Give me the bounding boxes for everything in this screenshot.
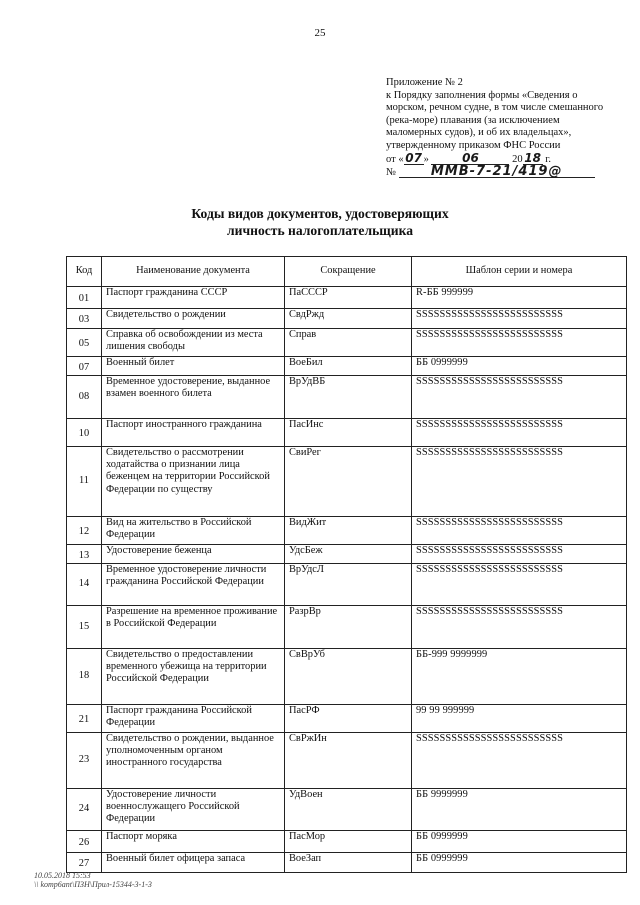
cell-template: SSSSSSSSSSSSSSSSSSSSSSSSS	[412, 517, 627, 545]
header-abbr: Сокращение	[285, 257, 412, 287]
table-row	[67, 447, 627, 517]
cell-code: 26	[67, 831, 102, 853]
cell-code: 07	[67, 357, 102, 376]
appendix-line: (река-море) плавания (за исключением	[386, 114, 560, 126]
cell-abbr: СвРжИн	[285, 733, 412, 789]
table-row	[67, 357, 627, 376]
date-prefix: от «	[386, 153, 404, 165]
document-codes-table	[66, 256, 627, 873]
appendix-block	[386, 77, 626, 180]
cell-name: Вид на жительство в Российской Федерации	[102, 517, 285, 545]
appendix-line: утвержденному приказом ФНС России	[386, 139, 561, 151]
order-number	[386, 166, 626, 180]
cell-abbr: УдВоен	[285, 789, 412, 831]
cell-template: SSSSSSSSSSSSSSSSSSSSSSSSS	[412, 376, 627, 419]
cell-name: Свидетельство о рассмотрении ходатайства о признании лица беженцем на территории Российской Федерации по существу	[102, 447, 285, 517]
cell-code: 12	[67, 517, 102, 545]
table-row	[67, 649, 627, 705]
cell-abbr: ВидЖит	[285, 517, 412, 545]
cell-template: SSSSSSSSSSSSSSSSSSSSSSSSS	[412, 419, 627, 447]
cell-name: Временное удостоверение, выданное взамен военного билета	[102, 376, 285, 419]
date-mid: »	[423, 153, 429, 165]
cell-abbr: СвдРжд	[285, 309, 412, 329]
cell-template: 99 99 999999	[412, 705, 627, 733]
cell-template: ББ 0999999	[412, 831, 627, 853]
document-title	[0, 205, 640, 239]
date-year: 18	[524, 150, 541, 165]
cell-template: SSSSSSSSSSSSSSSSSSSSSSSSS	[412, 564, 627, 606]
cell-code: 03	[67, 309, 102, 329]
cell-name: Удостоверение личности военнослужащего Российской Федерации	[102, 789, 285, 831]
date-month: 06	[431, 153, 509, 165]
cell-abbr: СвиРег	[285, 447, 412, 517]
cell-name: Паспорт гражданина Российской Федерации	[102, 705, 285, 733]
table-row	[67, 564, 627, 606]
file-footer	[34, 871, 152, 889]
appendix-line: маломерных судов), и об их владельцах»,	[386, 127, 572, 139]
cell-code: 13	[67, 545, 102, 564]
table-row	[67, 329, 627, 357]
cell-name: Свидетельство о рождении	[102, 309, 285, 329]
footer-path: \\ komp6ant\ПЗН\Прил-15344-3-1-3	[34, 880, 152, 889]
table-row	[67, 831, 627, 853]
cell-code: 14	[67, 564, 102, 606]
date-year-prefix: 20	[512, 153, 523, 165]
table-row	[67, 606, 627, 649]
cell-abbr: ВоеБил	[285, 357, 412, 376]
cell-template: SSSSSSSSSSSSSSSSSSSSSSSSS	[412, 329, 627, 357]
cell-code: 15	[67, 606, 102, 649]
cell-name: Удостоверение беженца	[102, 545, 285, 564]
appendix-line: к Порядку заполнения формы «Сведения о	[386, 89, 578, 101]
title-line: Коды видов документов, удостоверяющих	[191, 206, 449, 221]
cell-name: Разрешение на временное проживание в Российской Федерации	[102, 606, 285, 649]
cell-code: 27	[67, 853, 102, 873]
header-template: Шаблон серии и номера	[412, 257, 627, 287]
page-number: 25	[314, 27, 326, 39]
header-name: Наименование документа	[102, 257, 285, 287]
table-row	[67, 309, 627, 329]
cell-name: Паспорт иностранного гражданина	[102, 419, 285, 447]
cell-template: ББ 0999999	[412, 357, 627, 376]
cell-name: Военный билет	[102, 357, 285, 376]
cell-template: ББ-999 9999999	[412, 649, 627, 705]
cell-name: Справка об освобождении из места лишения свободы	[102, 329, 285, 357]
cell-abbr: ВрУдВБ	[285, 376, 412, 419]
table-row	[67, 733, 627, 789]
appendix-line: Приложение № 2	[386, 77, 463, 88]
date-day: 07	[405, 150, 422, 165]
cell-abbr: ПаСССР	[285, 287, 412, 309]
cell-template: ББ 9999999	[412, 789, 627, 831]
cell-code: 10	[67, 419, 102, 447]
table-row	[67, 376, 627, 419]
table-row	[67, 517, 627, 545]
cell-abbr: РазрВр	[285, 606, 412, 649]
cell-abbr: ПасМор	[285, 831, 412, 853]
cell-name: Свидетельство о рождении, выданное уполномоченным органом иностранного государства	[102, 733, 285, 789]
cell-abbr: СвВрУб	[285, 649, 412, 705]
table-header-row	[67, 257, 627, 287]
cell-code: 18	[67, 649, 102, 705]
cell-template: SSSSSSSSSSSSSSSSSSSSSSSSS	[412, 733, 627, 789]
cell-abbr: Справ	[285, 329, 412, 357]
date-suffix: г.	[545, 153, 551, 165]
table-row	[67, 287, 627, 309]
cell-code: 21	[67, 705, 102, 733]
cell-name: Паспорт моряка	[102, 831, 285, 853]
table-row	[67, 705, 627, 733]
appendix-line: морском, речном судне, в том числе смешанного	[386, 102, 604, 114]
header-code: Код	[67, 257, 102, 287]
cell-abbr: ПасИнс	[285, 419, 412, 447]
cell-template: SSSSSSSSSSSSSSSSSSSSSSSSS	[412, 447, 627, 517]
cell-template: SSSSSSSSSSSSSSSSSSSSSSSSS	[412, 545, 627, 564]
title-line: личность налогоплательщика	[226, 223, 414, 238]
cell-abbr: УдсБеж	[285, 545, 412, 564]
cell-template: SSSSSSSSSSSSSSSSSSSSSSSSS	[412, 309, 627, 329]
cell-code: 24	[67, 789, 102, 831]
cell-name: Военный билет офицера запаса	[102, 853, 285, 873]
number-value: ММВ-7-21/419@	[399, 166, 595, 178]
cell-template: SSSSSSSSSSSSSSSSSSSSSSSSS	[412, 606, 627, 649]
cell-name: Паспорт гражданина СССР	[102, 287, 285, 309]
number-prefix: №	[386, 167, 397, 179]
table-row	[67, 545, 627, 564]
table-row	[67, 853, 627, 873]
cell-abbr: ВоеЗап	[285, 853, 412, 873]
cell-code: 05	[67, 329, 102, 357]
footer-timestamp: 10.05.2018 15:53	[34, 871, 91, 880]
cell-template: ББ 0999999	[412, 853, 627, 873]
cell-abbr: ВрУдсЛ	[285, 564, 412, 606]
cell-code: 08	[67, 376, 102, 419]
cell-code: 01	[67, 287, 102, 309]
cell-code: 23	[67, 733, 102, 789]
cell-abbr: ПасРФ	[285, 705, 412, 733]
cell-code: 11	[67, 447, 102, 517]
table-row	[67, 789, 627, 831]
cell-name: Свидетельство о предоставлении временного убежища на территории Российской Федерации	[102, 649, 285, 705]
cell-template: R-ББ 999999	[412, 287, 627, 309]
table-row	[67, 419, 627, 447]
cell-name: Временное удостоверение личности гражданина Российской Федерации	[102, 564, 285, 606]
